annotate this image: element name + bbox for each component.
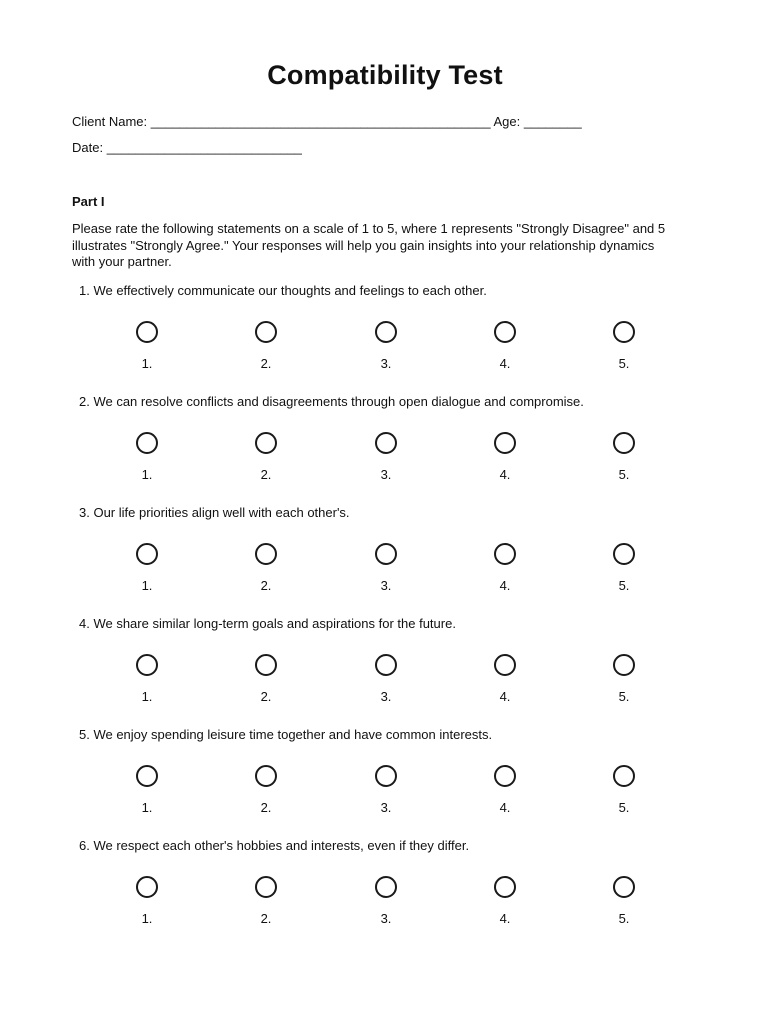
rating-label: 2. — [260, 689, 272, 704]
rating-option — [366, 765, 406, 825]
part-heading: Part I — [72, 194, 105, 209]
rating-radio-button[interactable] — [494, 321, 516, 343]
rating-radio-button[interactable] — [494, 876, 516, 898]
question-5-text: 5. We enjoy spending leisure time together and have common interests. — [79, 727, 493, 742]
rating-label: 4. — [499, 800, 511, 815]
rating-label: 5. — [618, 911, 630, 926]
rating-label: 5. — [618, 689, 630, 704]
rating-label: 1. — [141, 467, 153, 482]
rating-label: 4. — [499, 689, 511, 704]
rating-radio-button[interactable] — [494, 654, 516, 676]
rating-radio-button[interactable] — [494, 432, 516, 454]
rating-label: 3. — [380, 689, 392, 704]
question-2-text: 2. We can resolve conflicts and disagreements through open dialogue and compromise. — [79, 394, 584, 409]
rating-option — [366, 876, 406, 936]
rating-option — [604, 876, 644, 936]
rating-radio-button[interactable] — [136, 321, 158, 343]
rating-option — [366, 654, 406, 714]
rating-radio-button[interactable] — [136, 543, 158, 565]
question-3-scale — [0, 543, 770, 603]
rating-label: 5. — [618, 800, 630, 815]
rating-radio-button[interactable] — [255, 654, 277, 676]
rating-radio-button[interactable] — [494, 765, 516, 787]
rating-radio-button[interactable] — [136, 654, 158, 676]
rating-option — [485, 321, 525, 381]
question-4-text: 4. We share similar long-term goals and aspirations for the future. — [79, 616, 456, 631]
rating-option — [604, 543, 644, 603]
rating-option — [127, 543, 167, 603]
rating-label: 1. — [141, 911, 153, 926]
rating-option — [485, 543, 525, 603]
rating-option — [246, 765, 286, 825]
rating-label: 1. — [141, 800, 153, 815]
rating-option — [246, 432, 286, 492]
date-label: Date: — [72, 140, 104, 155]
page-title: Compatibility Test — [267, 60, 503, 90]
rating-label: 3. — [380, 800, 392, 815]
rating-label: 2. — [260, 578, 272, 593]
rating-radio-button[interactable] — [613, 432, 635, 454]
rating-option — [604, 765, 644, 825]
rating-radio-button[interactable] — [375, 876, 397, 898]
question-1-scale — [0, 321, 770, 381]
rating-label: 3. — [380, 578, 392, 593]
client-info-row — [72, 114, 582, 129]
rating-radio-button[interactable] — [494, 543, 516, 565]
rating-option — [485, 432, 525, 492]
rating-radio-button[interactable] — [136, 765, 158, 787]
rating-radio-button[interactable] — [375, 654, 397, 676]
rating-option — [246, 654, 286, 714]
rating-radio-button[interactable] — [613, 654, 635, 676]
rating-label: 4. — [499, 467, 511, 482]
rating-option — [127, 321, 167, 381]
rating-option — [604, 432, 644, 492]
client-name-label: Client Name: — [72, 114, 148, 129]
rating-label: 3. — [380, 467, 392, 482]
rating-radio-button[interactable] — [255, 432, 277, 454]
rating-label: 3. — [380, 356, 392, 371]
question-4-scale — [0, 654, 770, 714]
age-field[interactable]: ________ — [523, 114, 582, 129]
rating-option — [485, 654, 525, 714]
rating-label: 5. — [618, 467, 630, 482]
rating-label: 5. — [618, 578, 630, 593]
rating-radio-button[interactable] — [375, 765, 397, 787]
rating-label: 2. — [260, 800, 272, 815]
rating-radio-button[interactable] — [375, 432, 397, 454]
rating-radio-button[interactable] — [255, 321, 277, 343]
question-6-scale — [0, 876, 770, 936]
rating-option — [366, 543, 406, 603]
question-2-scale — [0, 432, 770, 492]
rating-radio-button[interactable] — [613, 543, 635, 565]
rating-radio-button[interactable] — [255, 765, 277, 787]
question-1-text: 1. We effectively communicate our thoughts and feelings to each other. — [79, 283, 487, 298]
rating-option — [604, 654, 644, 714]
rating-option — [246, 876, 286, 936]
rating-option — [366, 432, 406, 492]
question-3-text: 3. Our life priorities align well with each other's. — [79, 505, 350, 520]
rating-radio-button[interactable] — [375, 321, 397, 343]
question-5-scale — [0, 765, 770, 825]
rating-option — [366, 321, 406, 381]
rating-option — [246, 543, 286, 603]
rating-option — [127, 654, 167, 714]
client-name-field[interactable]: _______________________________________________ — [150, 114, 491, 129]
rating-option — [485, 876, 525, 936]
instructions-text: Please rate the following statements on a scale of 1 to 5, where 1 represents "Strongly Disagree" and 5 illustrates "Strongly Agree." Your responses will help you gain insights into your relationship dynamics with your partner. — [72, 221, 666, 269]
rating-label: 4. — [499, 356, 511, 371]
rating-radio-button[interactable] — [136, 876, 158, 898]
rating-radio-button[interactable] — [136, 432, 158, 454]
rating-option — [246, 321, 286, 381]
rating-label: 1. — [141, 689, 153, 704]
rating-option — [485, 765, 525, 825]
rating-radio-button[interactable] — [613, 321, 635, 343]
rating-option — [127, 876, 167, 936]
rating-label: 2. — [260, 467, 272, 482]
question-6-text: 6. We respect each other's hobbies and interests, even if they differ. — [79, 838, 470, 853]
rating-label: 4. — [499, 578, 511, 593]
rating-label: 4. — [499, 911, 511, 926]
rating-option — [127, 432, 167, 492]
rating-label: 1. — [141, 356, 153, 371]
rating-label: 2. — [260, 356, 272, 371]
rating-radio-button[interactable] — [255, 543, 277, 565]
rating-radio-button[interactable] — [255, 876, 277, 898]
rating-label: 5. — [618, 356, 630, 371]
date-field[interactable]: ___________________________ — [106, 140, 302, 155]
rating-radio-button[interactable] — [613, 765, 635, 787]
rating-option — [127, 765, 167, 825]
rating-label: 2. — [260, 911, 272, 926]
age-label: Age: — [493, 114, 521, 129]
date-row — [72, 140, 302, 155]
rating-label: 3. — [380, 911, 392, 926]
rating-option — [604, 321, 644, 381]
rating-radio-button[interactable] — [613, 876, 635, 898]
rating-radio-button[interactable] — [375, 543, 397, 565]
rating-label: 1. — [141, 578, 153, 593]
